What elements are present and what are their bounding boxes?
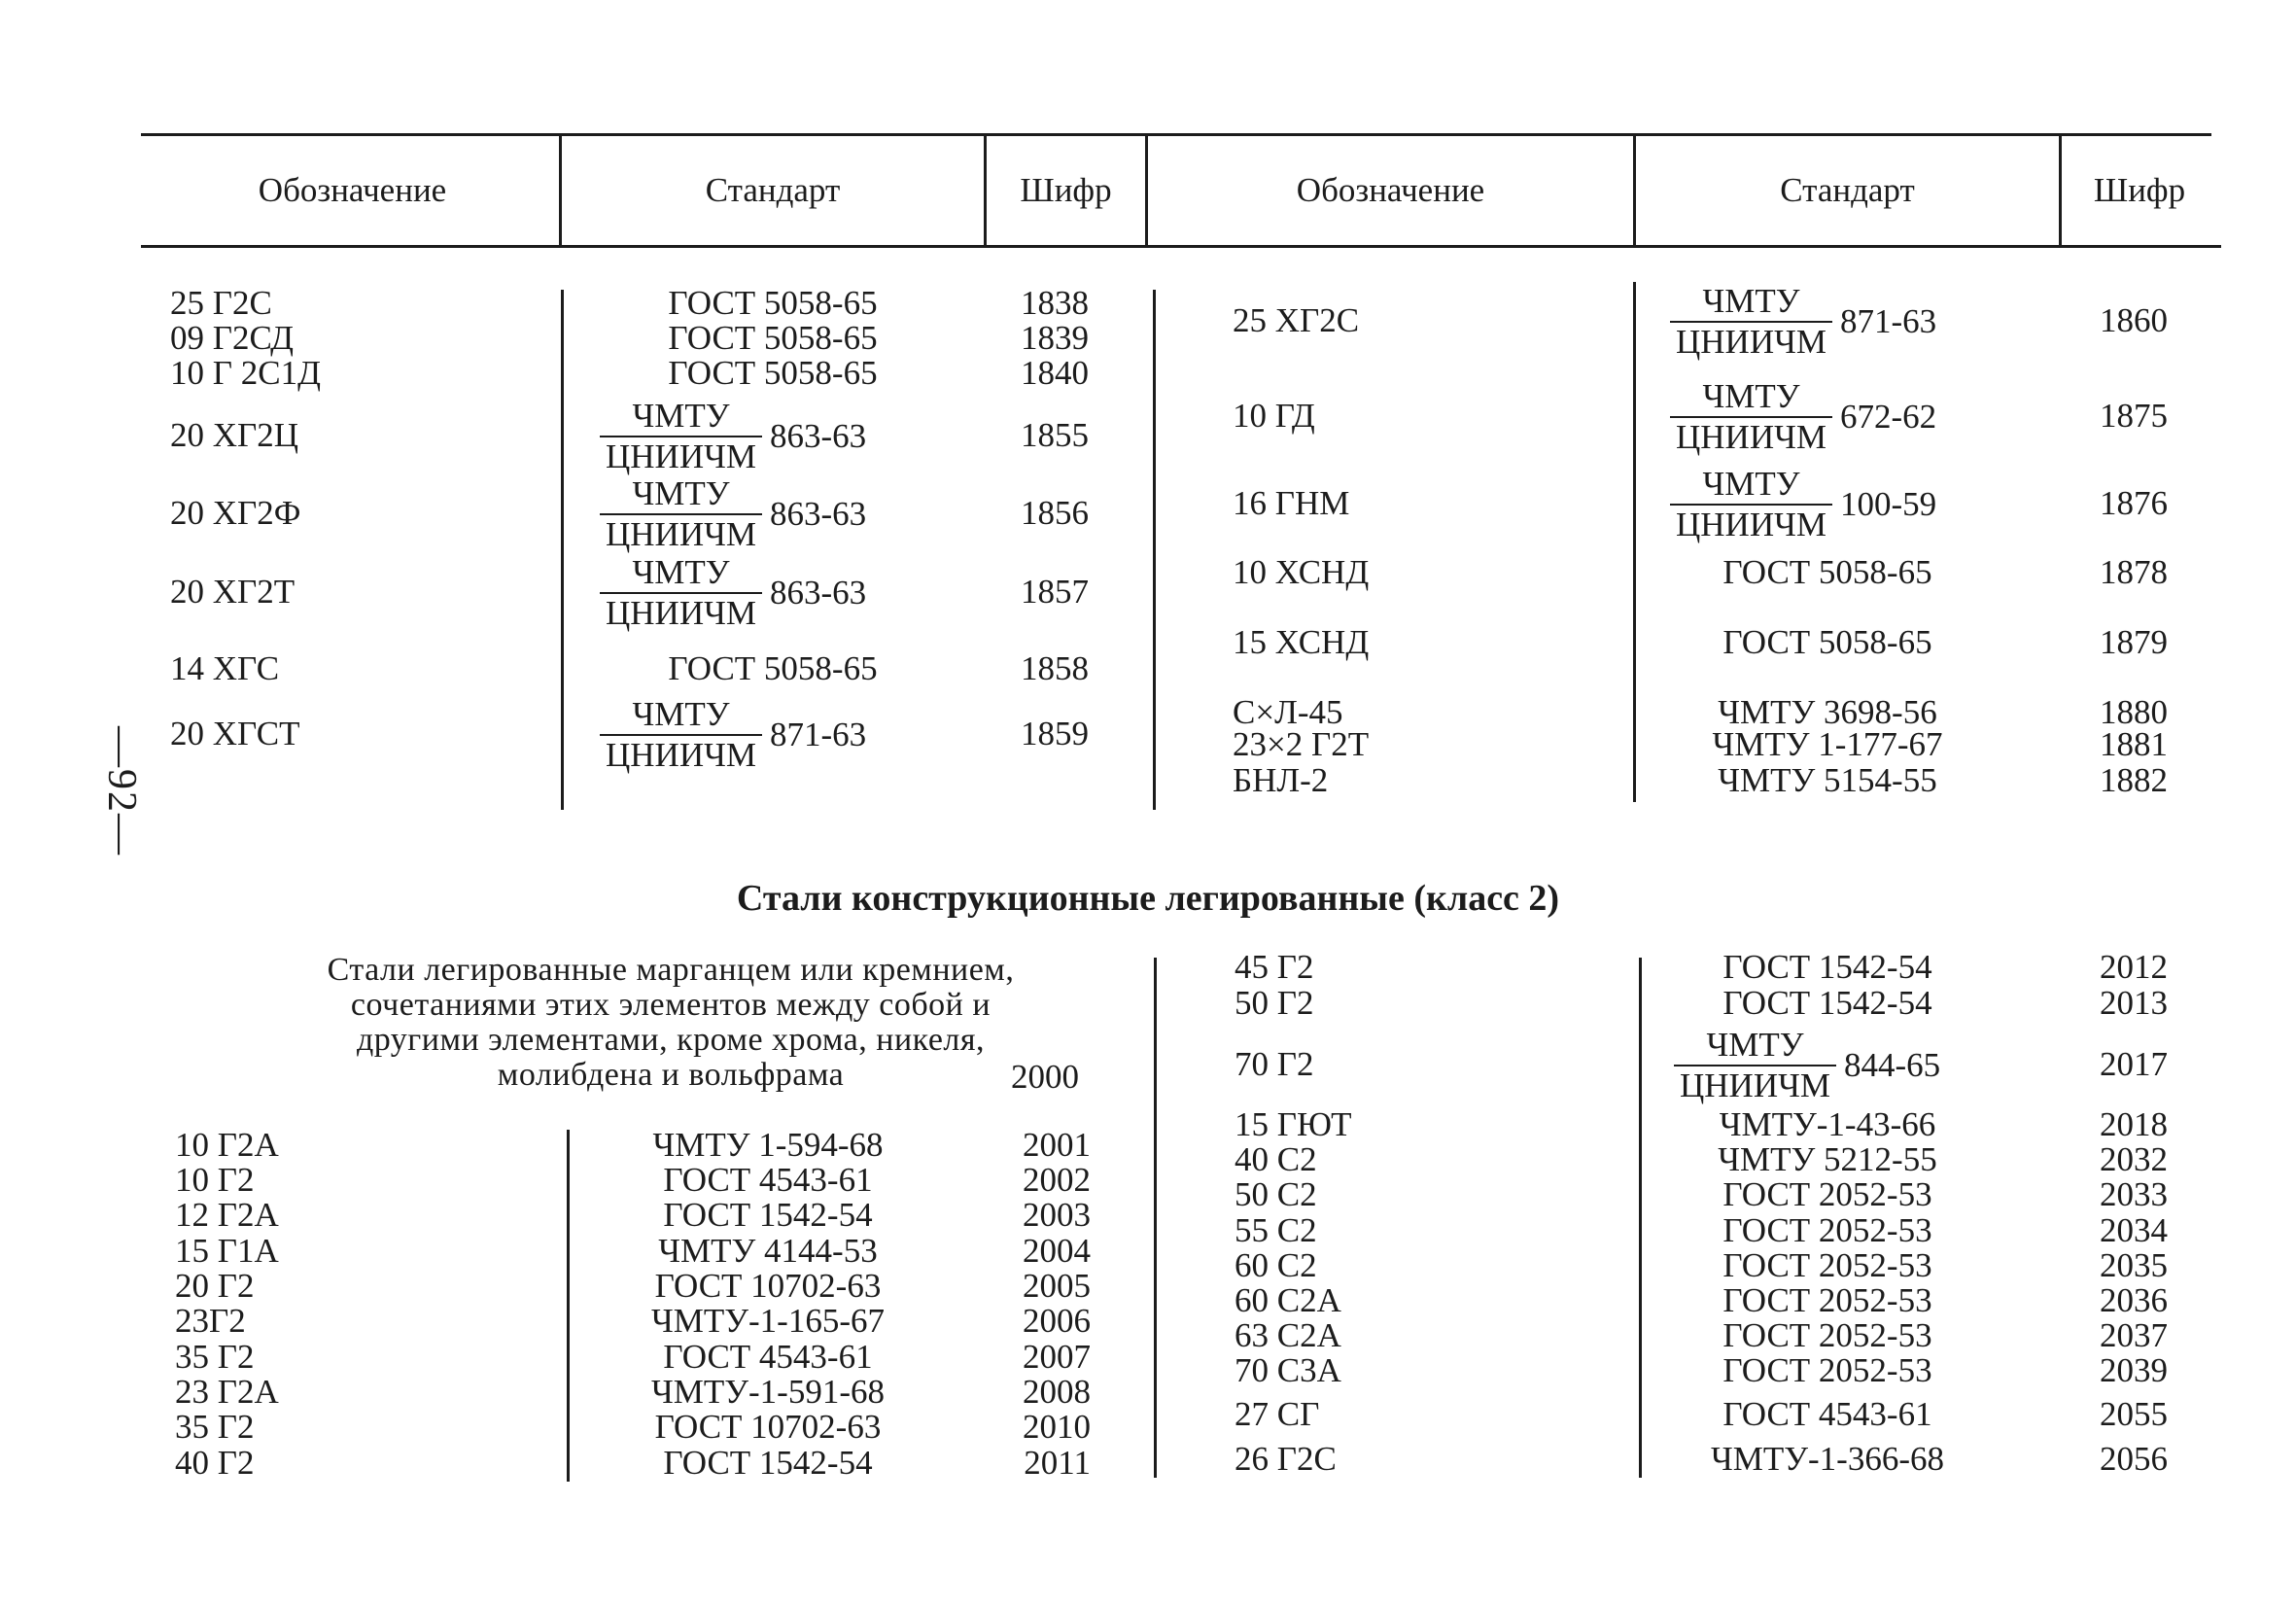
code-cell: 1840: [1021, 354, 1089, 392]
standard-cell: ГОСТ 1542-54: [1722, 984, 1932, 1022]
standard-cell: ЧМТУ 1-594-68: [652, 1126, 884, 1164]
designation-cell: С×Л-45: [1233, 693, 1343, 731]
fraction-denominator: ЦНИИЧМ: [1670, 416, 1832, 457]
designation-cell: 25 ХГ2С: [1233, 301, 1360, 339]
header-top-rule: [141, 133, 2211, 136]
header-bottom-rule: [141, 245, 2221, 248]
code-cell: 2056: [2100, 1440, 2168, 1478]
code-cell: 2013: [2100, 984, 2168, 1022]
designation-cell: 63 С2А: [1235, 1316, 1341, 1354]
code-cell: 1839: [1021, 319, 1089, 357]
standard-number: 871-63: [1839, 302, 1937, 340]
designation-cell: 40 С2: [1235, 1140, 1317, 1178]
fraction-stack: [1670, 465, 1832, 544]
code-cell: 2017: [2100, 1045, 2168, 1083]
section-note: [233, 953, 1108, 1093]
fraction-stack: [1674, 1026, 1836, 1105]
column-divider: [567, 1130, 570, 1482]
standard-cell: ГОСТ 5058-65: [668, 319, 878, 357]
note-line: молибдена и вольфрама: [497, 1057, 845, 1093]
designation-cell: 20 ХГ2Ц: [170, 416, 299, 454]
designation-cell: 15 Г1А: [175, 1232, 279, 1270]
column-divider: [1154, 958, 1157, 1478]
designation-cell: 10 ГД: [1233, 397, 1315, 435]
code-cell: 2010: [1023, 1408, 1091, 1446]
designation-cell: 55 С2: [1235, 1211, 1317, 1249]
standard-cell: ГОСТ 2052-53: [1722, 1211, 1932, 1249]
header-designation-left: Обозначение: [258, 171, 447, 209]
header-code-left: Шифр: [1020, 171, 1112, 209]
fraction-stack: [600, 695, 762, 775]
standard-cell: ГОСТ 5058-65: [1722, 623, 1932, 661]
designation-cell: 10 Г2: [175, 1161, 255, 1199]
fraction-denominator: ЦНИИЧМ: [1670, 321, 1832, 362]
standard-cell: ГОСТ 4543-61: [663, 1161, 873, 1199]
code-cell: 2033: [2100, 1175, 2168, 1213]
designation-cell: 70 Г2: [1235, 1045, 1314, 1083]
note-line: сочетаниями этих элементов между собой и: [350, 987, 991, 1023]
standard-cell: ЧМТУ 1-177-67: [1712, 725, 1943, 763]
designation-cell: 20 Г2: [175, 1267, 255, 1305]
designation-cell: 10 Г2А: [175, 1126, 279, 1164]
fraction-denominator: ЦНИИЧМ: [600, 592, 762, 633]
standard-number: 863-63: [769, 495, 867, 533]
standard-number: 863-63: [769, 417, 867, 455]
fraction-denominator: ЦНИИЧМ: [1670, 504, 1832, 544]
standard-number: 672-62: [1839, 398, 1937, 436]
fraction-numerator: ЧМТУ: [632, 553, 730, 591]
standard-cell: ЧМТУ-1-591-68: [651, 1373, 885, 1411]
fraction-numerator: ЧМТУ: [632, 474, 730, 512]
standard-fraction: [600, 553, 866, 633]
code-cell: 2001: [1023, 1126, 1091, 1164]
code-cell: 2006: [1023, 1302, 1091, 1340]
code-cell: 2002: [1023, 1161, 1091, 1199]
designation-cell: 35 Г2: [175, 1408, 255, 1446]
standard-number: 100-59: [1839, 485, 1937, 523]
code-cell: 2012: [2100, 948, 2168, 986]
standard-cell: ГОСТ 10702-63: [654, 1408, 882, 1446]
designation-cell: 14 ХГС: [170, 649, 280, 687]
standard-number: 844-65: [1843, 1046, 1941, 1084]
standard-cell: ГОСТ 1542-54: [663, 1444, 873, 1482]
code-cell: 1858: [1021, 649, 1089, 687]
designation-cell: 26 Г2С: [1235, 1440, 1337, 1478]
standard-cell: ГОСТ 4543-61: [663, 1338, 873, 1376]
designation-cell: 20 ХГСТ: [170, 715, 300, 752]
header-code-right: Шифр: [2093, 171, 2186, 209]
code-cell: 2039: [2100, 1351, 2168, 1389]
code-cell: 2004: [1023, 1232, 1091, 1270]
fraction-numerator: ЧМТУ: [1702, 377, 1800, 415]
designation-cell: 60 С2А: [1235, 1281, 1341, 1319]
code-cell: 2034: [2100, 1211, 2168, 1249]
designation-cell: БНЛ-2: [1233, 761, 1329, 799]
standard-cell: ЧМТУ 5154-55: [1718, 761, 1937, 799]
fraction-stack: [1670, 377, 1832, 457]
standard-fraction: [1670, 377, 1936, 457]
designation-cell: 40 Г2: [175, 1444, 255, 1482]
standard-cell: ЧМТУ-1-366-68: [1711, 1440, 1944, 1478]
fraction-stack: [600, 397, 762, 476]
header-standard-right: Стандарт: [1780, 171, 1915, 209]
standard-cell: ГОСТ 5058-65: [1722, 553, 1932, 591]
standard-cell: ГОСТ 5058-65: [668, 354, 878, 392]
code-cell: 2032: [2100, 1140, 2168, 1178]
standard-cell: ГОСТ 1542-54: [1722, 948, 1932, 986]
fraction-denominator: ЦНИИЧМ: [1674, 1065, 1836, 1105]
code-cell: 1860: [2100, 301, 2168, 339]
code-cell: 1859: [1021, 715, 1089, 752]
standard-cell: ГОСТ 2052-53: [1722, 1316, 1932, 1354]
fraction-denominator: ЦНИИЧМ: [600, 436, 762, 476]
column-divider: [1153, 290, 1156, 810]
code-cell: 2036: [2100, 1281, 2168, 1319]
code-cell: 1878: [2100, 553, 2168, 591]
fraction-stack: [600, 474, 762, 554]
column-divider: [561, 290, 564, 810]
code-cell: 2035: [2100, 1246, 2168, 1284]
designation-cell: 60 С2: [1235, 1246, 1317, 1284]
standard-cell: ЧМТУ-1-43-66: [1719, 1105, 1936, 1143]
fraction-numerator: ЧМТУ: [1702, 282, 1800, 320]
designation-cell: 15 ХСНД: [1233, 623, 1370, 661]
standard-cell: ЧМТУ-1-165-67: [651, 1302, 885, 1340]
designation-cell: 16 ГНМ: [1233, 484, 1350, 522]
designation-cell: 12 Г2А: [175, 1196, 279, 1234]
designation-cell: 25 Г2С: [170, 284, 272, 322]
standard-cell: ГОСТ 2052-53: [1722, 1351, 1932, 1389]
designation-cell: 70 С3А: [1235, 1351, 1341, 1389]
designation-cell: 50 Г2: [1235, 984, 1314, 1022]
code-cell: 1879: [2100, 623, 2168, 661]
code-cell: 1881: [2100, 725, 2168, 763]
standard-fraction: [1674, 1026, 1940, 1105]
designation-cell: 09 Г2СД: [170, 319, 294, 357]
designation-cell: 35 Г2: [175, 1338, 255, 1376]
designation-cell: 23 Г2А: [175, 1373, 279, 1411]
section-title: Стали конструкционные легированные (класс 2): [736, 878, 1560, 919]
standard-cell: ГОСТ 4543-61: [1722, 1395, 1932, 1433]
code-cell: 1875: [2100, 397, 2168, 435]
designation-cell: 20 ХГ2Т: [170, 573, 296, 611]
designation-cell: 45 Г2: [1235, 948, 1314, 986]
code-cell: 1876: [2100, 484, 2168, 522]
code-cell: 1882: [2100, 761, 2168, 799]
page-number: —92—: [99, 726, 144, 856]
column-divider: [1639, 958, 1642, 1478]
designation-cell: 10 Г 2С1Д: [170, 354, 321, 392]
standard-cell: ЧМТУ 5212-55: [1718, 1140, 1937, 1178]
code-cell: 1857: [1021, 573, 1089, 611]
fraction-numerator: ЧМТУ: [632, 695, 730, 733]
code-cell: 1838: [1021, 284, 1089, 322]
note-line: другими элементами, кроме хрома, никеля,: [356, 1022, 986, 1058]
designation-cell: 23Г2: [175, 1302, 246, 1340]
standard-cell: ГОСТ 2052-53: [1722, 1246, 1932, 1284]
designation-cell: 15 ГЮТ: [1235, 1105, 1352, 1143]
fraction-stack: [1670, 282, 1832, 362]
code-cell: 1880: [2100, 693, 2168, 731]
code-cell: 2005: [1023, 1267, 1091, 1305]
code-cell: 2008: [1023, 1373, 1091, 1411]
standard-fraction: [600, 474, 866, 554]
designation-cell: 23×2 Г2Т: [1233, 725, 1370, 763]
standard-number: 871-63: [769, 716, 867, 753]
standard-cell: ГОСТ 10702-63: [654, 1267, 882, 1305]
fraction-denominator: ЦНИИЧМ: [600, 734, 762, 775]
code-cell: 2007: [1023, 1338, 1091, 1376]
code-cell: 2018: [2100, 1105, 2168, 1143]
code-cell: 1856: [1021, 494, 1089, 532]
standard-fraction: [600, 397, 866, 476]
fraction-stack: [600, 553, 762, 633]
standard-cell: ГОСТ 2052-53: [1722, 1281, 1932, 1319]
fraction-numerator: ЧМТУ: [1706, 1026, 1804, 1064]
standard-cell: ГОСТ 5058-65: [668, 649, 878, 687]
header-designation-right: Обозначение: [1296, 171, 1485, 209]
code-cell: 2011: [1024, 1444, 1091, 1482]
standard-fraction: [600, 695, 866, 775]
designation-cell: 27 СГ: [1235, 1395, 1320, 1433]
note-line: Стали легированные марганцем или кремнием,: [327, 952, 1015, 988]
designation-cell: 20 ХГ2Ф: [170, 494, 301, 532]
standard-cell: ГОСТ 5058-65: [668, 284, 878, 322]
designation-cell: 50 С2: [1235, 1175, 1317, 1213]
note-code: 2000: [1011, 1058, 1079, 1096]
standard-cell: ЧМТУ 3698-56: [1718, 693, 1937, 731]
fraction-numerator: ЧМТУ: [632, 397, 730, 435]
standard-cell: ГОСТ 1542-54: [663, 1196, 873, 1234]
standard-fraction: [1670, 282, 1936, 362]
header-standard-left: Стандарт: [705, 171, 841, 209]
fraction-denominator: ЦНИИЧМ: [600, 513, 762, 554]
standard-number: 863-63: [769, 574, 867, 612]
code-cell: 1855: [1021, 416, 1089, 454]
standard-cell: ГОСТ 2052-53: [1722, 1175, 1932, 1213]
code-cell: 2037: [2100, 1316, 2168, 1354]
standard-fraction: [1670, 465, 1936, 544]
code-cell: 2003: [1023, 1196, 1091, 1234]
column-divider: [1633, 282, 1636, 802]
designation-cell: 10 ХСНД: [1233, 553, 1370, 591]
code-cell: 2055: [2100, 1395, 2168, 1433]
standard-cell: ЧМТУ 4144-53: [658, 1232, 878, 1270]
fraction-numerator: ЧМТУ: [1702, 465, 1800, 503]
